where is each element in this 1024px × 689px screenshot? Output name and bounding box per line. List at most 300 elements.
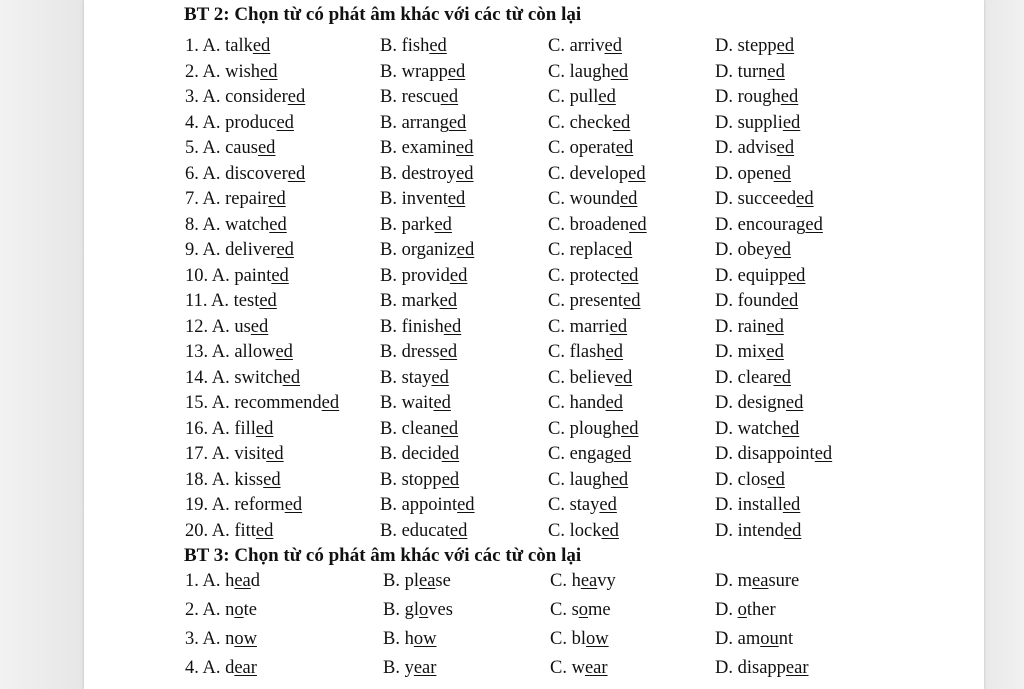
answer-option-d	[715, 36, 794, 57]
option-text: D. watch	[715, 418, 782, 439]
window-background-right	[984, 0, 1024, 689]
option-text: 1. A. h	[185, 571, 235, 591]
option-text: D. clos	[715, 469, 768, 490]
underlined-sound: ed	[766, 342, 784, 362]
underlined-sound: ed	[782, 112, 801, 133]
answer-option-b	[380, 317, 461, 338]
option-text: C. pull	[548, 87, 599, 107]
question-row	[84, 215, 984, 240]
option-text: B. organiz	[380, 240, 457, 260]
exercise-3-title: BT 3: Chọn từ có phát âm khác với các từ còn lại	[184, 545, 582, 566]
underlined-sound: ed	[629, 214, 647, 235]
underlined-sound: ed	[287, 87, 306, 107]
answer-option-a	[185, 658, 257, 679]
option-text: C. w	[550, 658, 585, 678]
option-text: C. hand	[548, 393, 606, 413]
answer-option-b	[383, 658, 436, 679]
option-text: B. arrang	[380, 112, 449, 133]
answer-option-a	[185, 189, 286, 210]
question-row	[84, 138, 984, 163]
underlined-sound: ed	[782, 495, 801, 515]
underlined-sound: ow	[234, 629, 257, 649]
answer-option-c	[548, 215, 647, 236]
answer-option-b	[383, 600, 453, 621]
answer-option-a	[185, 164, 305, 185]
underlined-sound: ed	[776, 138, 795, 158]
option-text: C. flash	[548, 342, 606, 362]
option-text: B. dress	[380, 342, 440, 362]
underlined-sound: ed	[767, 61, 785, 82]
underlined-sound: ou	[760, 629, 779, 649]
underlined-sound: ed	[605, 342, 624, 362]
underlined-sound: ed	[766, 316, 784, 337]
window-background-left	[0, 0, 84, 689]
answer-option-d	[715, 444, 832, 465]
underlined-sound: ed	[255, 418, 274, 439]
option-suffix: sure	[768, 571, 800, 591]
option-text: D. turn	[715, 61, 768, 82]
underlined-sound: ed	[780, 291, 799, 311]
option-text: B. fish	[380, 36, 430, 56]
question-row	[84, 368, 984, 393]
option-text: C. stay	[548, 495, 600, 515]
option-text: B. wait	[380, 393, 434, 413]
underlined-sound: ed	[284, 495, 303, 515]
option-suffix: me	[588, 600, 611, 620]
question-row	[84, 164, 984, 189]
underlined-sound: ed	[449, 520, 468, 541]
answer-option-c	[548, 495, 617, 516]
underlined-sound: ed	[773, 240, 792, 260]
answer-option-a	[185, 470, 281, 491]
underlined-sound: ed	[783, 520, 802, 541]
option-text: 3. A. consider	[185, 87, 288, 107]
option-text: B. stay	[380, 367, 432, 388]
option-text: C. believ	[548, 367, 615, 388]
underlined-sound: ed	[440, 87, 459, 107]
underlined-sound: ed	[252, 36, 271, 56]
underlined-sound: ed	[767, 469, 785, 490]
underlined-sound: ow	[413, 629, 437, 649]
option-text: B. mark	[380, 291, 440, 311]
underlined-sound: ed	[447, 61, 466, 82]
answer-option-d	[715, 470, 785, 491]
option-suffix: se	[435, 571, 451, 591]
option-text: 20. A. fitt	[185, 520, 256, 541]
underlined-sound: ed	[781, 418, 800, 439]
underlined-sound: ea	[234, 571, 251, 591]
underlined-sound: ear	[234, 658, 257, 678]
answer-option-c	[548, 189, 637, 210]
option-text: 4. A. produc	[185, 112, 277, 133]
option-text: 2. A. wish	[185, 61, 261, 82]
underlined-sound: ed	[614, 240, 633, 260]
option-text: D. equipp	[715, 265, 788, 286]
underlined-sound: ed	[263, 469, 281, 490]
underlined-sound: o	[418, 600, 429, 620]
option-text: C. laugh	[548, 469, 611, 490]
option-text: 7. A. repair	[185, 189, 269, 209]
exercise-2-title: BT 2: Chọn từ có phát âm khác với các từ còn lại	[184, 4, 582, 25]
underlined-sound: ed	[321, 393, 340, 413]
underlined-sound: ed	[609, 316, 628, 337]
underlined-sound: o	[578, 600, 589, 620]
underlined-sound: ed	[613, 444, 632, 464]
underlined-sound: ed	[443, 316, 462, 337]
option-text: D.	[715, 600, 738, 620]
question-row	[84, 470, 984, 495]
question-row	[84, 62, 984, 87]
underlined-sound: ed	[814, 444, 833, 464]
answer-option-c	[548, 36, 622, 57]
option-text: D. succeed	[715, 189, 797, 209]
option-text: B. appoint	[380, 495, 458, 515]
option-text: B. park	[380, 214, 435, 235]
option-text: D. obey	[715, 240, 774, 260]
answer-option-b	[380, 240, 474, 261]
answer-option-d	[715, 62, 785, 83]
answer-option-d	[715, 138, 794, 159]
option-text: B. pl	[383, 571, 419, 591]
answer-option-c	[548, 521, 619, 542]
answer-option-a	[185, 36, 270, 57]
answer-option-b	[380, 62, 465, 83]
underlined-sound: ed	[612, 112, 631, 133]
answer-option-c	[550, 658, 608, 679]
answer-option-b	[380, 164, 474, 185]
question-row	[84, 189, 984, 214]
option-text: D. open	[715, 163, 774, 184]
answer-option-b	[380, 87, 458, 108]
answer-option-b	[380, 521, 467, 542]
option-text: 9. A. deliver	[185, 240, 277, 260]
option-text: C. present	[548, 291, 624, 311]
question-row	[84, 495, 984, 520]
underlined-sound: ed	[773, 367, 792, 388]
option-text: 19. A. reform	[185, 495, 285, 515]
option-text: D. suppli	[715, 112, 783, 133]
answer-option-b	[380, 419, 458, 440]
underlined-sound: ed	[615, 138, 634, 158]
underlined-sound: ear	[584, 658, 608, 678]
answer-option-b	[380, 138, 474, 159]
answer-option-d	[715, 571, 799, 592]
answer-option-d	[715, 600, 776, 621]
underlined-sound: ed	[259, 291, 277, 311]
question-row	[84, 291, 984, 316]
answer-option-d	[715, 189, 814, 210]
answer-option-c	[548, 266, 638, 287]
question-row	[84, 419, 984, 444]
answer-option-b	[380, 470, 459, 491]
underlined-sound: ed	[456, 138, 474, 158]
question-row	[84, 658, 984, 683]
underlined-sound: ear	[413, 658, 437, 678]
underlined-sound: ed	[250, 316, 269, 337]
underlined-sound: ed	[447, 189, 466, 209]
option-text: B. stopp	[380, 469, 442, 490]
underlined-sound: ed	[610, 469, 629, 490]
option-text: D. advis	[715, 138, 777, 158]
option-text: D. found	[715, 291, 781, 311]
underlined-sound: ow	[585, 629, 609, 649]
underlined-sound: ed	[787, 265, 806, 286]
option-text: 17. A. visit	[185, 444, 267, 464]
option-text: B. rescu	[380, 87, 441, 107]
answer-option-a	[185, 62, 278, 83]
underlined-sound: ed	[441, 469, 460, 490]
underlined-sound: ea	[752, 571, 769, 591]
underlined-sound: ed	[255, 520, 274, 541]
option-text: C. develop	[548, 163, 629, 184]
answer-option-d	[715, 629, 793, 650]
option-text: B. wrapp	[380, 61, 448, 82]
underlined-sound: ea	[580, 571, 598, 591]
answer-option-d	[715, 87, 798, 108]
option-text: 1. A. talk	[185, 36, 253, 56]
option-text: C. broaden	[548, 214, 630, 235]
answer-option-a	[185, 317, 268, 338]
answer-option-a	[185, 444, 284, 465]
underlined-sound: ed	[260, 61, 278, 82]
option-text: C. arriv	[548, 36, 605, 56]
underlined-sound: ed	[457, 495, 475, 515]
option-text: D. rain	[715, 316, 767, 337]
answer-option-d	[715, 495, 800, 516]
answer-option-c	[548, 317, 627, 338]
option-text: 5. A. caus	[185, 138, 258, 158]
option-text: D. design	[715, 393, 786, 413]
document-page	[84, 0, 984, 689]
answer-option-b	[383, 629, 436, 650]
option-text: 10. A. paint	[185, 265, 272, 286]
answer-option-a	[185, 495, 302, 516]
underlined-sound: ed	[275, 342, 293, 362]
option-text: 6. A. discover	[185, 163, 288, 184]
underlined-sound: ed	[441, 444, 460, 464]
underlined-sound: ed	[620, 418, 639, 439]
answer-option-a	[185, 629, 257, 650]
answer-option-b	[380, 291, 457, 312]
underlined-sound: ed	[619, 189, 638, 209]
underlined-sound: ed	[271, 265, 289, 286]
option-suffix: ves	[428, 600, 453, 620]
underlined-sound: ed	[440, 418, 459, 439]
option-text: C. bl	[550, 629, 586, 649]
underlined-sound: ed	[599, 495, 617, 515]
option-text: C. check	[548, 112, 613, 133]
option-text: 8. A. watch	[185, 214, 270, 235]
answer-option-d	[715, 317, 784, 338]
underlined-sound: ea	[418, 571, 436, 591]
option-suffix: vy	[597, 571, 616, 591]
answer-option-b	[380, 393, 451, 414]
underlined-sound: ed	[276, 112, 294, 133]
option-text: B. provid	[380, 265, 450, 286]
option-text: C. wound	[548, 189, 620, 209]
option-text: D. m	[715, 571, 752, 591]
answer-option-d	[715, 291, 798, 312]
underlined-sound: ed	[628, 163, 646, 184]
question-row	[84, 87, 984, 112]
underlined-sound: ed	[785, 393, 804, 413]
answer-option-c	[550, 629, 609, 650]
answer-option-a	[185, 342, 293, 363]
option-text: C. replac	[548, 240, 615, 260]
answer-option-d	[715, 342, 784, 363]
answer-option-c	[548, 470, 628, 491]
question-row	[84, 571, 984, 596]
answer-option-c	[548, 240, 632, 261]
underlined-sound: o	[737, 600, 747, 620]
option-text: D. encourag	[715, 214, 806, 235]
answer-option-a	[185, 113, 294, 134]
answer-option-d	[715, 266, 805, 287]
option-text: B. y	[383, 658, 414, 678]
underlined-sound: ed	[439, 342, 458, 362]
underlined-sound: ed	[456, 240, 475, 260]
question-row	[84, 629, 984, 654]
option-text: 16. A. fill	[185, 418, 256, 439]
question-row	[84, 266, 984, 291]
option-text: C. marri	[548, 316, 610, 337]
option-text: D. stepp	[715, 36, 777, 56]
underlined-sound: ed	[276, 240, 294, 260]
option-text: C. lock	[548, 520, 602, 541]
option-text: 13. A. allow	[185, 342, 276, 362]
underlined-sound: o	[234, 600, 244, 620]
answer-option-c	[548, 393, 623, 414]
question-row	[84, 317, 984, 342]
option-text: 11. A. test	[185, 291, 260, 311]
underlined-sound: ed	[805, 214, 823, 235]
option-text: B. gl	[383, 600, 419, 620]
answer-option-b	[380, 266, 467, 287]
answer-option-a	[185, 419, 273, 440]
answer-option-b	[380, 495, 475, 516]
underlined-sound: ed	[601, 520, 619, 541]
answer-option-a	[185, 368, 300, 389]
answer-option-d	[715, 368, 791, 389]
underlined-sound: ed	[604, 36, 622, 56]
option-text: D. disappoint	[715, 444, 815, 464]
underlined-sound: ed	[429, 36, 447, 56]
answer-option-b	[380, 215, 452, 236]
answer-option-c	[548, 87, 616, 108]
question-row	[84, 113, 984, 138]
answer-option-a	[185, 393, 339, 414]
answer-option-c	[548, 291, 640, 312]
option-text: D. install	[715, 495, 783, 515]
answer-option-c	[548, 342, 623, 363]
option-text: B. finish	[380, 316, 444, 337]
answer-option-a	[185, 571, 260, 592]
underlined-sound: ed	[431, 367, 449, 388]
option-text: B. educat	[380, 520, 450, 541]
option-text: C. plough	[548, 418, 621, 439]
underlined-sound: ed	[623, 291, 641, 311]
option-text: B. clean	[380, 418, 441, 439]
answer-option-a	[185, 138, 275, 159]
option-text: D. clear	[715, 367, 774, 388]
option-suffix: nt	[778, 629, 794, 649]
option-text: D. mix	[715, 342, 767, 362]
option-text: C. laugh	[548, 61, 611, 82]
answer-option-c	[548, 368, 632, 389]
answer-option-b	[380, 189, 465, 210]
answer-option-d	[715, 658, 809, 679]
option-text: C. h	[550, 571, 581, 591]
option-text: B. decid	[380, 444, 442, 464]
answer-option-d	[715, 113, 800, 134]
answer-option-d	[715, 521, 801, 542]
answer-option-a	[185, 215, 287, 236]
option-text: C. protect	[548, 265, 621, 286]
option-suffix: d	[250, 571, 261, 591]
underlined-sound: ed	[269, 214, 287, 235]
underlined-sound: ed	[610, 61, 629, 82]
answer-option-b	[380, 444, 459, 465]
underlined-sound: ed	[266, 444, 284, 464]
answer-option-d	[715, 419, 799, 440]
underlined-sound: ed	[268, 189, 286, 209]
answer-option-b	[380, 113, 466, 134]
answer-option-c	[550, 571, 616, 592]
answer-option-b	[380, 36, 447, 57]
answer-option-c	[548, 164, 646, 185]
answer-option-a	[185, 87, 305, 108]
option-text: D. intend	[715, 520, 784, 541]
option-text: 14. A. switch	[185, 367, 283, 388]
underlined-sound: ed	[448, 112, 467, 133]
option-text: 3. A. n	[185, 629, 235, 649]
option-text: 15. A. recommend	[185, 393, 322, 413]
underlined-sound: ed	[605, 393, 624, 413]
option-text: D. disapp	[715, 658, 786, 678]
question-row	[84, 444, 984, 469]
answer-option-a	[185, 291, 277, 312]
underlined-sound: ed	[282, 367, 301, 388]
answer-option-a	[185, 240, 294, 261]
option-text: C. s	[550, 600, 579, 620]
underlined-sound: ed	[598, 87, 616, 107]
underlined-sound: ed	[434, 214, 452, 235]
underlined-sound: ed	[773, 163, 792, 184]
answer-option-a	[185, 600, 257, 621]
answer-option-b	[380, 368, 449, 389]
option-text: 2. A. n	[185, 600, 235, 620]
underlined-sound: ear	[785, 658, 809, 678]
question-row	[84, 521, 984, 546]
question-row	[84, 393, 984, 418]
option-suffix: te	[243, 600, 257, 620]
option-text: B. destroy	[380, 163, 457, 184]
option-text: D. rough	[715, 87, 781, 107]
option-text: 12. A. us	[185, 316, 251, 337]
question-row	[84, 36, 984, 61]
option-text: B. invent	[380, 189, 448, 209]
answer-option-d	[715, 164, 791, 185]
question-row	[84, 600, 984, 625]
answer-option-b	[383, 571, 451, 592]
answer-option-c	[548, 138, 633, 159]
option-text: B. h	[383, 629, 414, 649]
underlined-sound: ed	[433, 393, 451, 413]
underlined-sound: ed	[614, 367, 633, 388]
underlined-sound: ed	[796, 189, 814, 209]
answer-option-d	[715, 240, 791, 261]
underlined-sound: ed	[439, 291, 458, 311]
